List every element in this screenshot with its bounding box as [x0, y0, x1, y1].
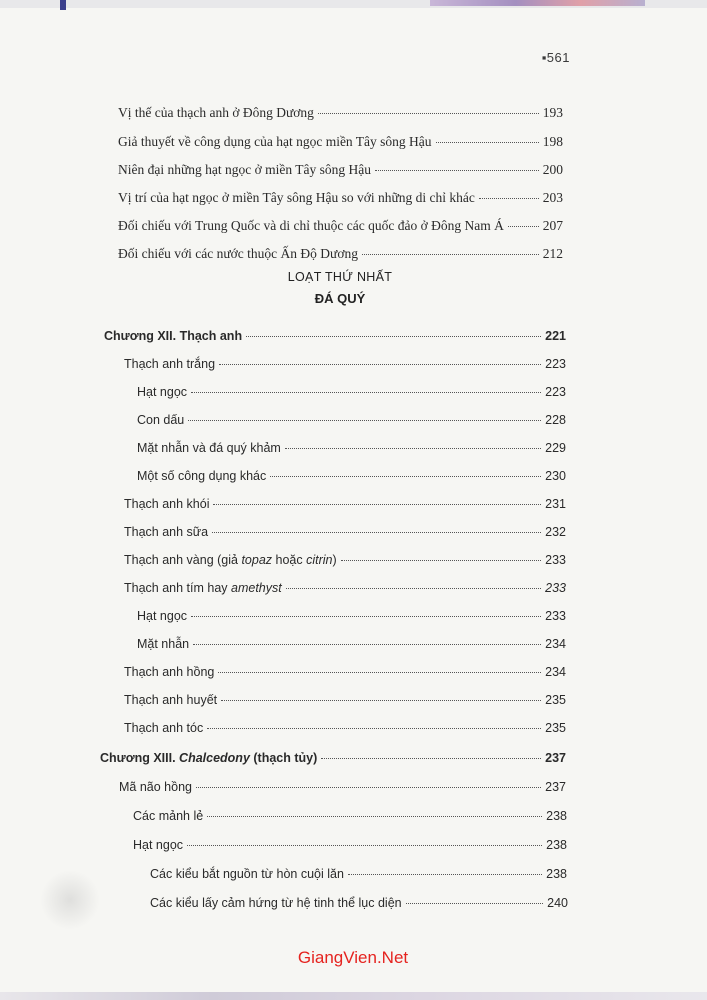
toc-entry-label: Thạch anh tím hay amethyst: [124, 581, 282, 595]
toc-entry-label: Đối chiếu với các nước thuộc Ấn Độ Dương: [118, 246, 358, 261]
section-series: LOẠT THỨ NHẤT: [287, 270, 393, 284]
toc-entry: [124, 663, 566, 681]
top-edge: [0, 0, 707, 8]
toc-entry: [137, 467, 566, 485]
toc-entry-page: 238: [546, 867, 567, 881]
toc-entry-label: Thạch anh vàng (giả topaz hoặc citrin): [124, 553, 337, 567]
toc-entry: [124, 495, 566, 513]
toc-entry-page: 212: [542, 246, 563, 261]
toc-entry-page: 198: [542, 134, 563, 149]
toc-entry: [124, 523, 566, 541]
toc-entry: [150, 894, 568, 912]
toc-entry-label: Mã não hồng: [119, 780, 192, 794]
toc-entry-page: 238: [546, 838, 567, 852]
toc-entry-label: Các mảnh lẻ: [133, 809, 204, 823]
toc-entry-label: Niên đại những hạt ngọc ở miền Tây sông Hậu: [118, 162, 372, 177]
toc-entry-label: Hạt ngọc: [137, 385, 188, 399]
toc-entry-label: Giả thuyết về công dụng của hạt ngọc miền Tây sông Hậu: [118, 134, 432, 149]
toc-entry-page: 223: [545, 357, 566, 371]
toc-entry-page: 203: [542, 190, 563, 205]
toc-entry-page: 230: [545, 469, 566, 483]
toc-entry-label: Hạt ngọc: [133, 838, 184, 852]
toc-entry: [124, 691, 566, 709]
toc-entry-page: 234: [545, 665, 566, 679]
scan-smudge: [40, 870, 100, 930]
toc-entry-page: 235: [545, 693, 566, 707]
toc-entry-page: 200: [542, 162, 563, 177]
bottom-edge: [0, 992, 707, 1000]
toc-entry: [137, 607, 566, 625]
toc-entry-label: Con dấu: [137, 413, 185, 427]
toc-entry-label: Vị trí của hạt ngọc ở miền Tây sông Hậu so với những di chỉ khác: [118, 190, 475, 205]
toc-entry-page: 231: [545, 497, 566, 511]
toc-entry-label: Thạch anh khói: [124, 497, 210, 511]
toc-entry-label: Hạt ngọc: [137, 609, 188, 623]
toc-entry-page: 221: [545, 329, 566, 343]
toc-entry-label: Thạch anh sữa: [124, 525, 209, 539]
toc-entry-page: 233: [545, 609, 566, 623]
toc-entry-label: Thạch anh huyết: [124, 693, 218, 707]
toc-entry-page: 232: [545, 525, 566, 539]
toc-entry: [124, 579, 566, 597]
toc-entry-page: 240: [547, 896, 568, 910]
watermark: GiangVien.Net: [297, 948, 409, 967]
toc-entry-page: 228: [545, 413, 566, 427]
toc-entry: [133, 836, 567, 854]
toc-entry-label: Chương XII. Thạch anh: [104, 329, 243, 343]
toc-entry-label: Vị thế của thạch anh ở Đông Dương: [118, 105, 314, 120]
toc-entry: [150, 865, 567, 883]
section-name: ĐÁ QUÝ: [314, 291, 366, 306]
toc-entry: [118, 189, 563, 207]
toc-entry: [137, 411, 566, 429]
toc-entry-label: Một số công dụng khác: [137, 469, 267, 483]
toc-chapter: [104, 327, 566, 345]
toc-entry: [124, 719, 566, 737]
toc-entry-label: Thạch anh hồng: [124, 665, 215, 679]
toc-entry: [118, 133, 563, 151]
toc-entry: [118, 104, 563, 122]
toc-entry-page: 237: [545, 780, 566, 794]
toc-entry: [124, 551, 566, 569]
toc-entry-label: Chương XIII. Chalcedony (thạch tủy): [100, 751, 318, 765]
toc-entry: [124, 355, 566, 373]
toc-entry-label: Đối chiếu với Trung Quốc và di chỉ thuộc các quốc đảo ở Đông Nam Á: [118, 218, 504, 233]
toc-entry-page: 223: [545, 385, 566, 399]
toc-entry: [137, 635, 566, 653]
page-number: ▪561: [541, 50, 570, 65]
toc-entry-page: 233: [545, 581, 566, 595]
toc-entry: [137, 439, 566, 457]
toc-entry-label: Mặt nhẫn: [137, 637, 190, 651]
toc-entry-label: Mặt nhẫn và đá quý khảm: [137, 441, 281, 455]
toc-entry-page: 237: [545, 751, 566, 765]
toc-entry: [137, 383, 566, 401]
toc-entry: [119, 778, 566, 796]
toc-entry-page: 235: [545, 721, 566, 735]
toc-entry: [118, 161, 563, 179]
toc-entry-page: 193: [542, 105, 563, 120]
toc-entry-page: 238: [546, 809, 567, 823]
toc-entry-label: Các kiểu bắt nguồn từ hòn cuội lăn: [150, 867, 344, 881]
toc-entry: [118, 245, 563, 263]
toc-chapter: [100, 749, 566, 767]
toc-entry: [133, 807, 567, 825]
toc-entry-label: Thạch anh trắng: [124, 357, 216, 371]
toc-entry-label: Thạch anh tóc: [124, 721, 204, 735]
toc-entry-page: 229: [545, 441, 566, 455]
toc-entry-page: 207: [542, 218, 563, 233]
toc-entry-page: 234: [545, 637, 566, 651]
toc-entry: [118, 217, 563, 235]
toc-entry-page: 233: [545, 553, 566, 567]
toc-entry-label: Các kiểu lấy cảm hứng từ hệ tinh thể lục diện: [150, 896, 402, 910]
